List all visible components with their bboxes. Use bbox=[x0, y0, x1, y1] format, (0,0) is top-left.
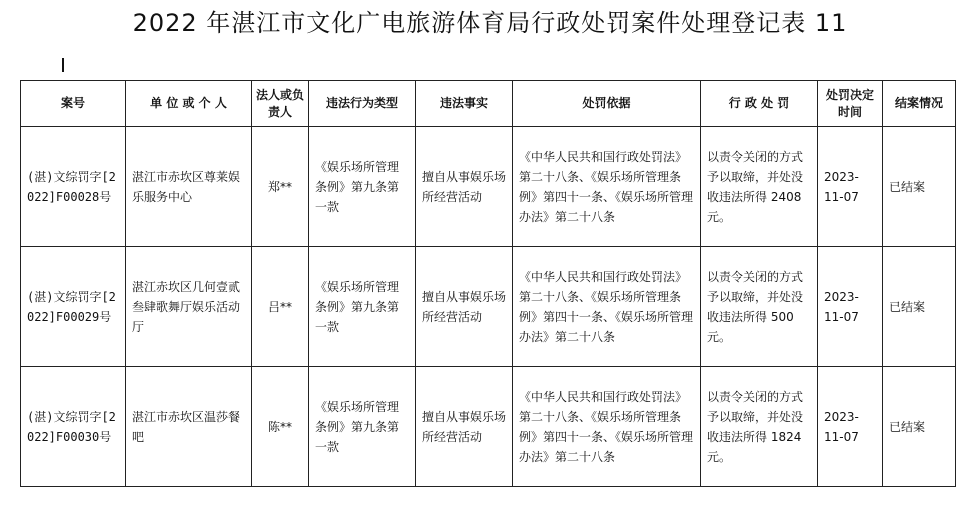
cell-person-in-charge: 吕** bbox=[252, 247, 309, 367]
cell-closure-status: 已结案 bbox=[883, 367, 956, 487]
cell-unit: 湛江市赤坎区温莎餐吧 bbox=[126, 367, 252, 487]
header-unit: 单 位 或 个 人 bbox=[126, 81, 252, 127]
cell-admin-penalty: 以责令关闭的方式予以取缔，并处没收违法所得 1824 元。 bbox=[701, 367, 818, 487]
cell-person-in-charge: 郑** bbox=[252, 127, 309, 247]
cell-admin-penalty: 以责令关闭的方式予以取缔，并处没收违法所得 500 元。 bbox=[701, 247, 818, 367]
header-closure-status: 结案情况 bbox=[883, 81, 956, 127]
cell-violation-fact: 擅自从事娱乐场所经营活动 bbox=[416, 127, 513, 247]
table-header-row bbox=[21, 81, 956, 127]
penalty-record-table bbox=[20, 80, 956, 487]
cell-violation-type: 《娱乐场所管理条例》第九条第一款 bbox=[309, 127, 416, 247]
header-person-in-charge: 法人或负责人 bbox=[252, 81, 309, 127]
header-decision-date: 处罚决定时间 bbox=[818, 81, 883, 127]
cell-case-no: (湛)文综罚字[2022]F00029号 bbox=[21, 247, 126, 367]
cell-decision-date: 2023-11-07 bbox=[818, 367, 883, 487]
cell-decision-date: 2023-11-07 bbox=[818, 127, 883, 247]
page-title: 2022 年湛江市文化广电旅游体育局行政处罚案件处理登记表 11 bbox=[132, 9, 848, 37]
header-case-no: 案号 bbox=[21, 81, 126, 127]
table-row bbox=[21, 247, 956, 367]
cell-unit: 湛江市赤坎区尊莱娱乐服务中心 bbox=[126, 127, 252, 247]
cell-person-in-charge: 陈** bbox=[252, 367, 309, 487]
cell-penalty-basis: 《中华人民共和国行政处罚法》第二十八条、《娱乐场所管理条例》第四十一条、《娱乐场所管理办法》第二十八条 bbox=[513, 127, 701, 247]
table-row bbox=[21, 127, 956, 247]
cell-violation-fact: 擅自从事娱乐场所经营活动 bbox=[416, 367, 513, 487]
cell-violation-type: 《娱乐场所管理条例》第九条第一款 bbox=[309, 367, 416, 487]
table-row bbox=[21, 367, 956, 487]
cell-penalty-basis: 《中华人民共和国行政处罚法》第二十八条、《娱乐场所管理条例》第四十一条、《娱乐场所管理办法》第二十八条 bbox=[513, 367, 701, 487]
cell-decision-date: 2023-11-07 bbox=[818, 247, 883, 367]
text-cursor-icon bbox=[62, 58, 64, 72]
cell-penalty-basis: 《中华人民共和国行政处罚法》第二十八条、《娱乐场所管理条例》第四十一条、《娱乐场所管理办法》第二十八条 bbox=[513, 247, 701, 367]
cell-violation-type: 《娱乐场所管理条例》第九条第一款 bbox=[309, 247, 416, 367]
header-admin-penalty: 行 政 处 罚 bbox=[701, 81, 818, 127]
cell-closure-status: 已结案 bbox=[883, 127, 956, 247]
header-violation-type: 违法行为类型 bbox=[309, 81, 416, 127]
cell-violation-fact: 擅自从事娱乐场所经营活动 bbox=[416, 247, 513, 367]
cell-unit: 湛江赤坎区几何壹贰叁肆歌舞厅娱乐活动厅 bbox=[126, 247, 252, 367]
header-penalty-basis: 处罚依据 bbox=[513, 81, 701, 127]
cell-case-no: (湛)文综罚字[2022]F00028号 bbox=[21, 127, 126, 247]
cell-admin-penalty: 以责令关闭的方式予以取缔，并处没收违法所得 2408 元。 bbox=[701, 127, 818, 247]
cell-closure-status: 已结案 bbox=[883, 247, 956, 367]
cell-case-no: (湛)文综罚字[2022]F00030号 bbox=[21, 367, 126, 487]
header-violation-fact: 违法事实 bbox=[416, 81, 513, 127]
